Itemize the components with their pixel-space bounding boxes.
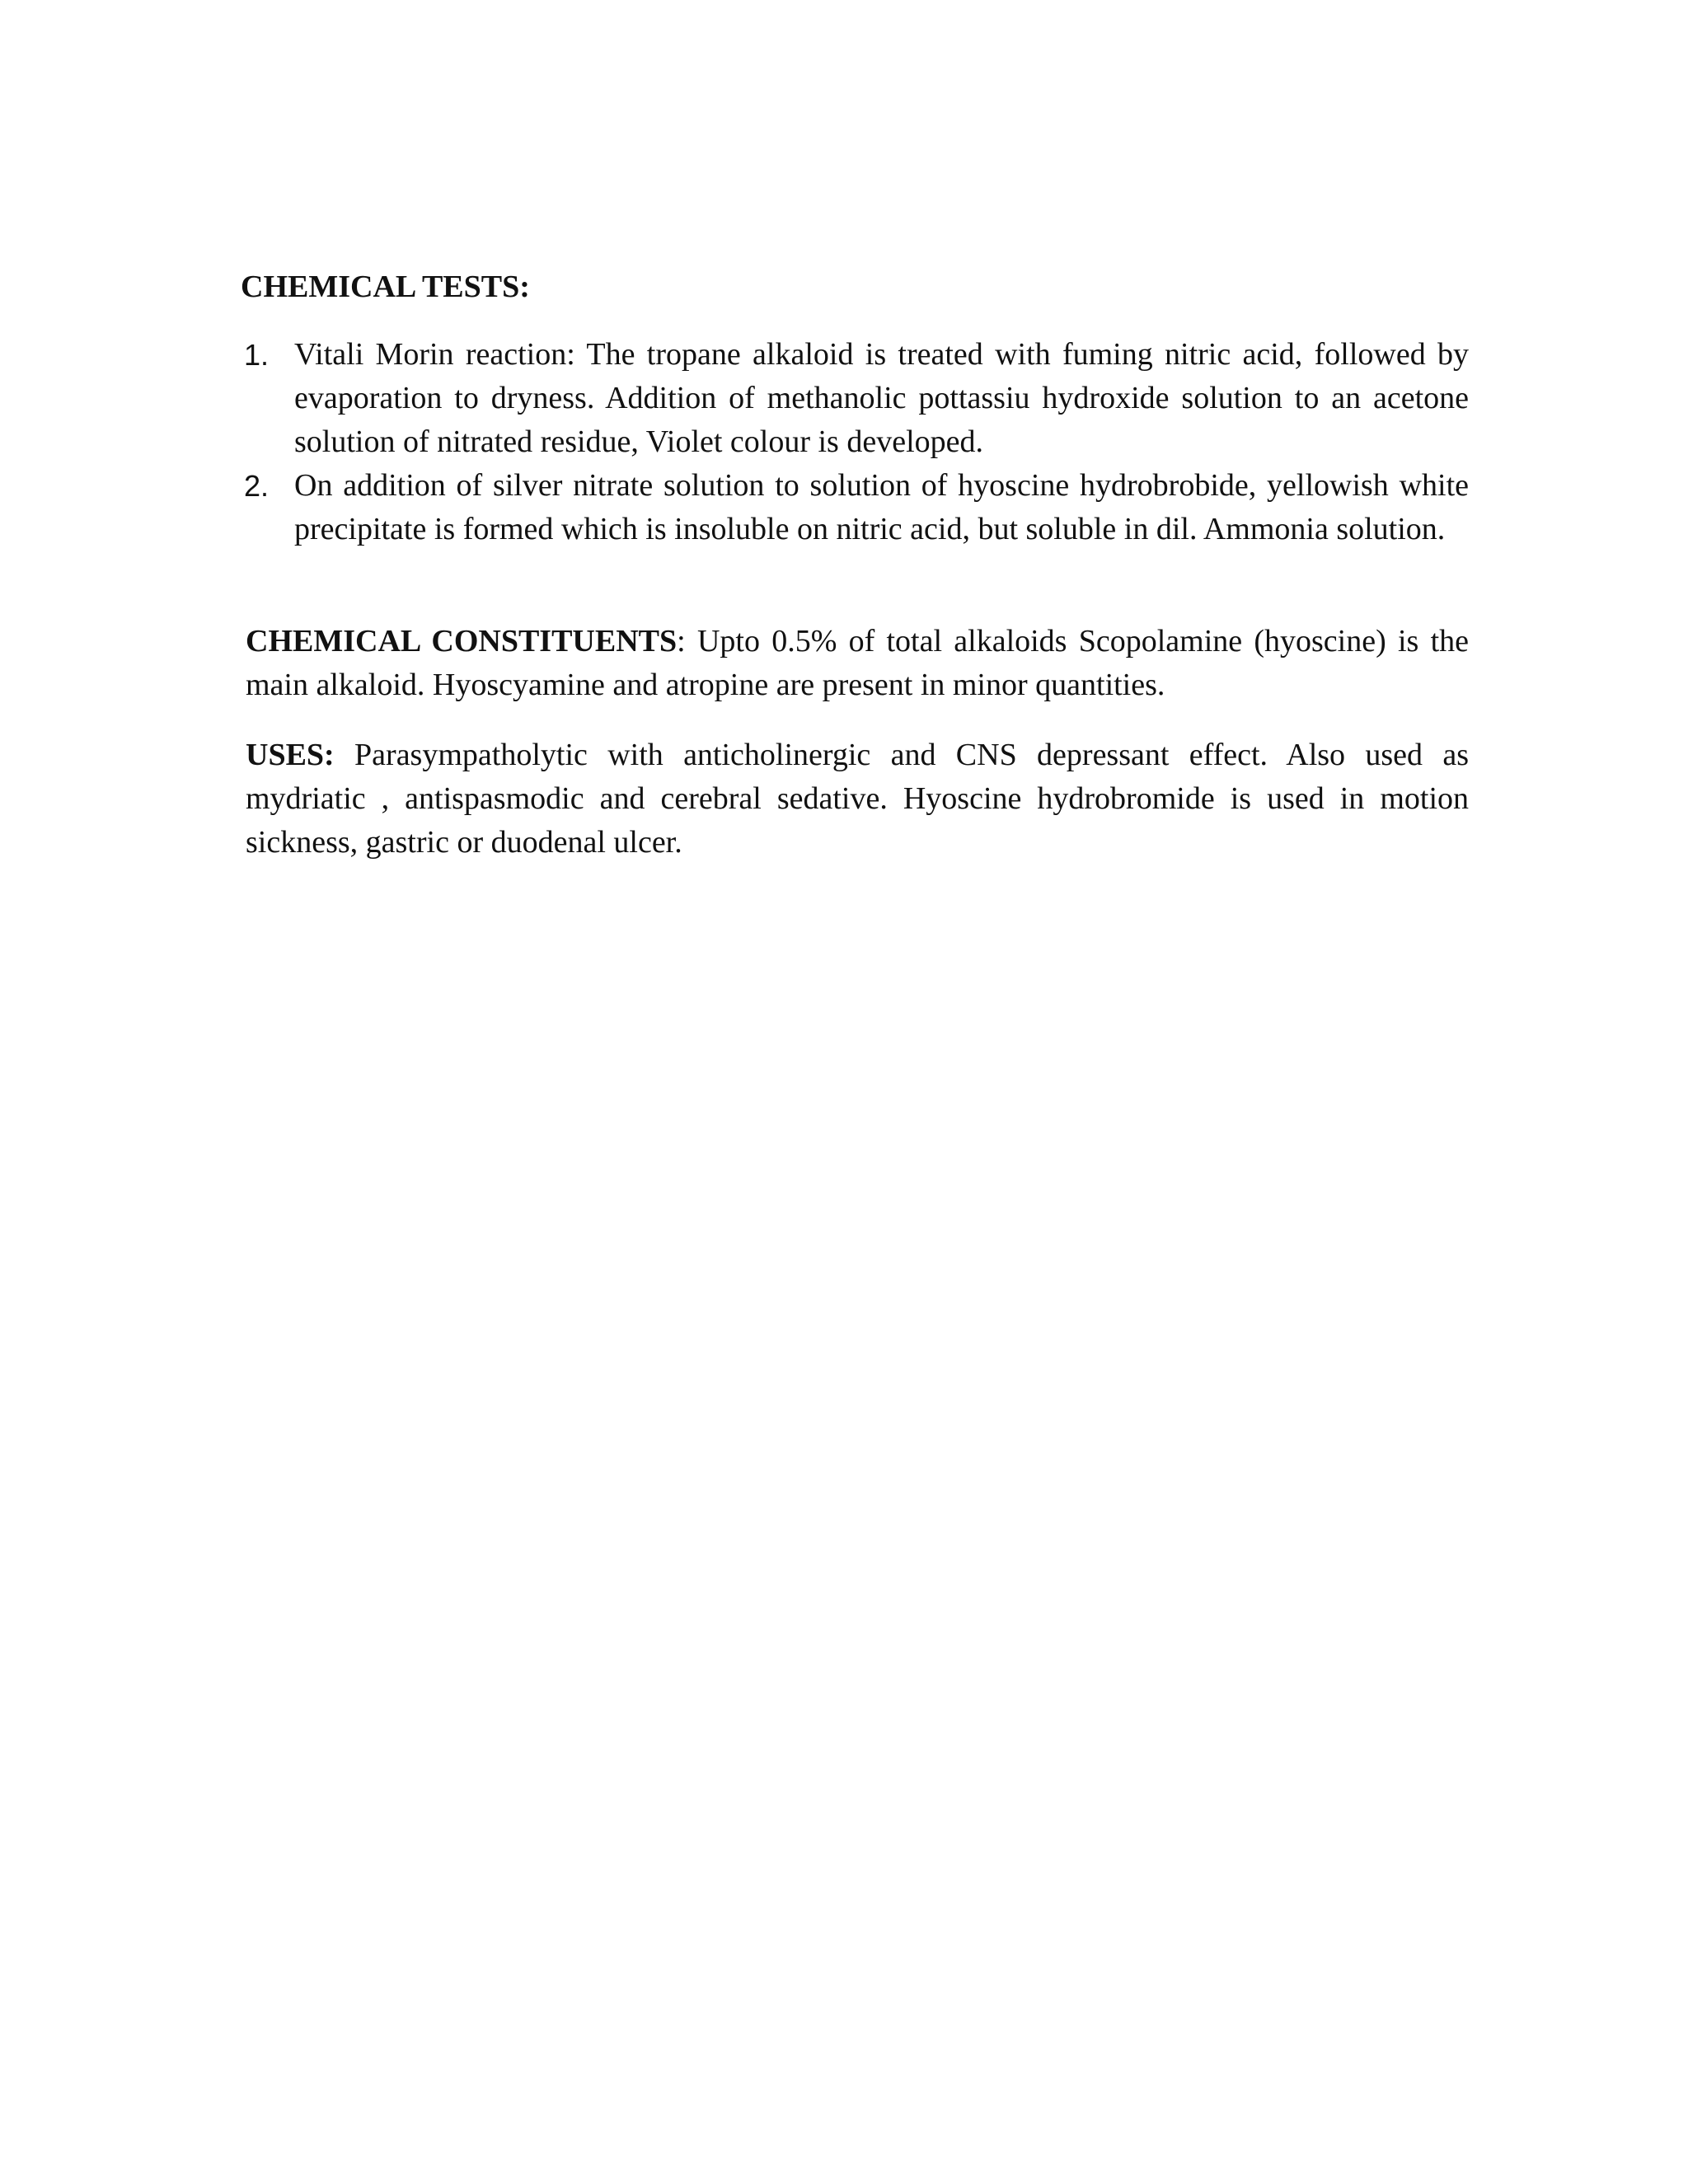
- list-item-number: 2.: [244, 469, 270, 503]
- uses-paragraph: [246, 733, 1469, 865]
- chemical-tests-heading: CHEMICAL TESTS:: [241, 269, 530, 304]
- chemical-constituents-label: CHEMICAL CONSTITUENTS: [246, 624, 678, 658]
- chemical-tests-list: [241, 333, 1469, 551]
- uses-label: USES:: [246, 738, 335, 772]
- list-item: [241, 333, 1469, 464]
- list-item: [241, 464, 1469, 551]
- chemical-constituents-paragraph: [246, 620, 1469, 707]
- list-item-number: 1.: [244, 338, 270, 372]
- chemical-constituents-text: : Upto 0.5% of total alkaloids Scopolamine (hyoscine) is the main alkaloid. Hyoscyamine and atropine are present in minor quantities.: [246, 624, 1469, 702]
- uses-text: Parasympatholytic with anticholinergic and CNS depressant effect. Also used as mydriatic , antispasmodic and cerebral sedative. Hyoscine hydrobromide is used in motion sickness, gastric or duodenal ulcer.: [246, 738, 1469, 860]
- list-item-text: On addition of silver nitrate solution to solution of hyoscine hydrobrobide, yellowish white precipitate is formed which is insoluble on nitric acid, but soluble in dil. Ammonia solution.: [294, 468, 1469, 546]
- list-item-text: Vitali Morin reaction: The tropane alkaloid is treated with fuming nitric acid, followed by evaporation to dryness. Addition of methanolic pottassiu hydroxide solution to an acetone solution of nitrated residue, Violet colour is developed.: [294, 337, 1469, 459]
